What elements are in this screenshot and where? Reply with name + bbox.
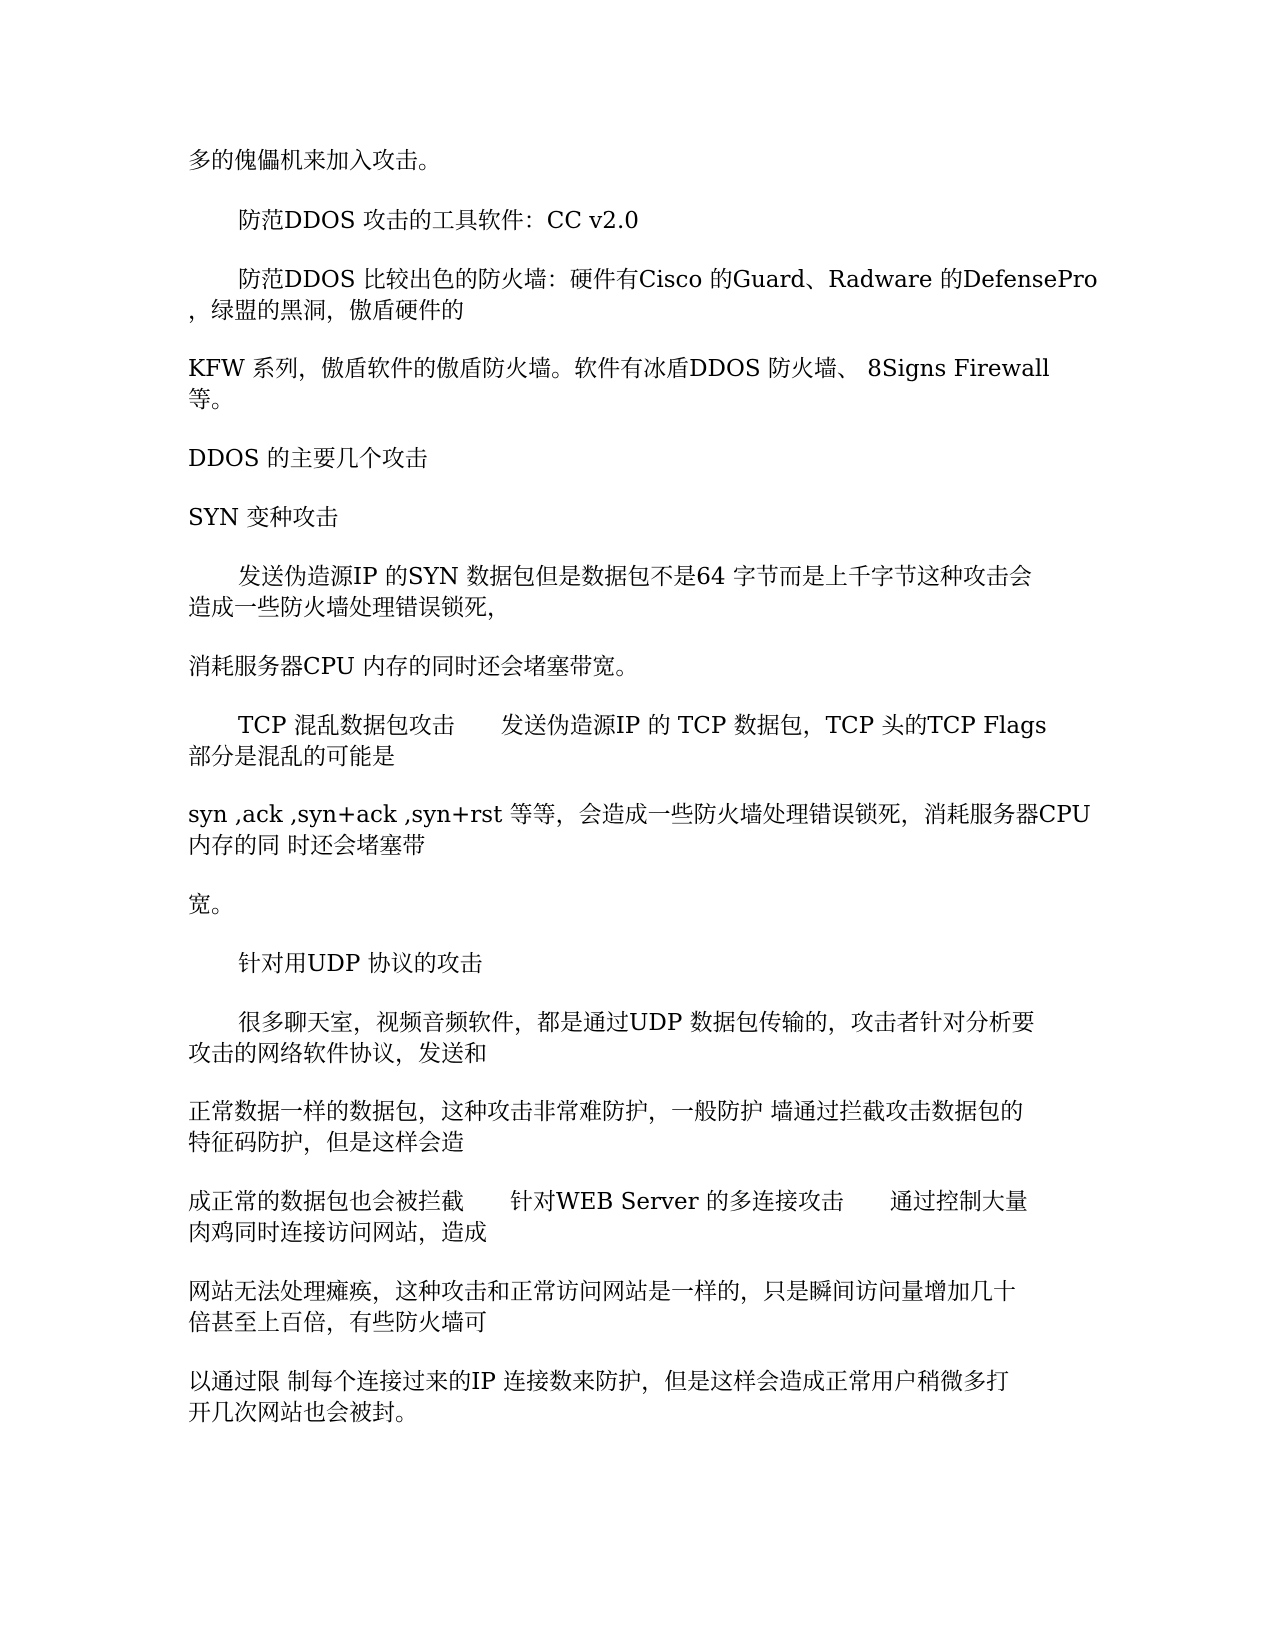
text-line: 宽。	[188, 892, 234, 918]
text-line: 网站无法处理瘫痪，这种攻击和正常访问网站是一样的，只是瞬间访问量增加几十	[188, 1279, 1016, 1305]
text-line: DDOS 的主要几个攻击	[188, 446, 428, 472]
text-line: 防范DDOS 攻击的工具软件：CC v2.0	[238, 208, 639, 234]
text-line: 发送伪造源IP 的SYN 数据包但是数据包不是64 字节而是上千字节这种攻击会	[238, 564, 1032, 590]
text-line: 部分是混乱的可能是	[188, 744, 395, 770]
text-line: 很多聊天室，视频音频软件，都是通过UDP 数据包传输的，攻击者针对分析要	[238, 1010, 1035, 1036]
text-line: 多的傀儡机来加入攻击。	[188, 148, 441, 174]
text-line: 以通过限 制每个连接过来的IP 连接数来防护，但是这样会造成正常用户稍微多打	[188, 1369, 1010, 1395]
text-line: 正常数据一样的数据包，这种攻击非常难防护，一般防护 墙通过拦截攻击数据包的	[188, 1099, 1024, 1125]
text-line: 造成一些防火墙处理错误锁死，	[188, 595, 510, 621]
text-line: 肉鸡同时连接访问网站，造成	[188, 1220, 487, 1246]
text-line: ，绿盟的黑洞，傲盾硬件的	[188, 298, 464, 324]
text-line: 倍甚至上百倍，有些防火墙可	[188, 1310, 487, 1336]
text-line: TCP 混乱数据包攻击 发送伪造源IP 的 TCP 数据包，TCP 头的TCP Flags	[238, 713, 1047, 739]
text-line: 针对用UDP 协议的攻击	[238, 951, 483, 977]
text-line: 消耗服务器CPU 内存的同时还会堵塞带宽。	[188, 654, 639, 680]
text-line: 成正常的数据包也会被拦截 针对WEB Server 的多连接攻击 通过控制大量	[188, 1189, 1028, 1215]
text-line: 等。	[188, 387, 234, 413]
text-line: 开几次网站也会被封。	[188, 1400, 418, 1426]
text-line: KFW 系列，傲盾软件的傲盾防火墙。软件有冰盾DDOS 防火墙、 8Signs Firewall	[188, 356, 1050, 382]
text-line: 攻击的网络软件协议，发送和	[188, 1041, 487, 1067]
text-line: 防范DDOS 比较出色的防火墙：硬件有Cisco 的Guard、Radware 的DefensePro	[238, 267, 1098, 293]
text-line: syn ,ack ,syn+ack ,syn+rst 等等，会造成一些防火墙处理错误锁死，消耗服务器CPU	[188, 802, 1091, 828]
text-line: SYN 变种攻击	[188, 505, 339, 531]
text-line: 特征码防护，但是这样会造	[188, 1130, 464, 1156]
text-line: 内存的同 时还会堵塞带	[188, 833, 426, 859]
